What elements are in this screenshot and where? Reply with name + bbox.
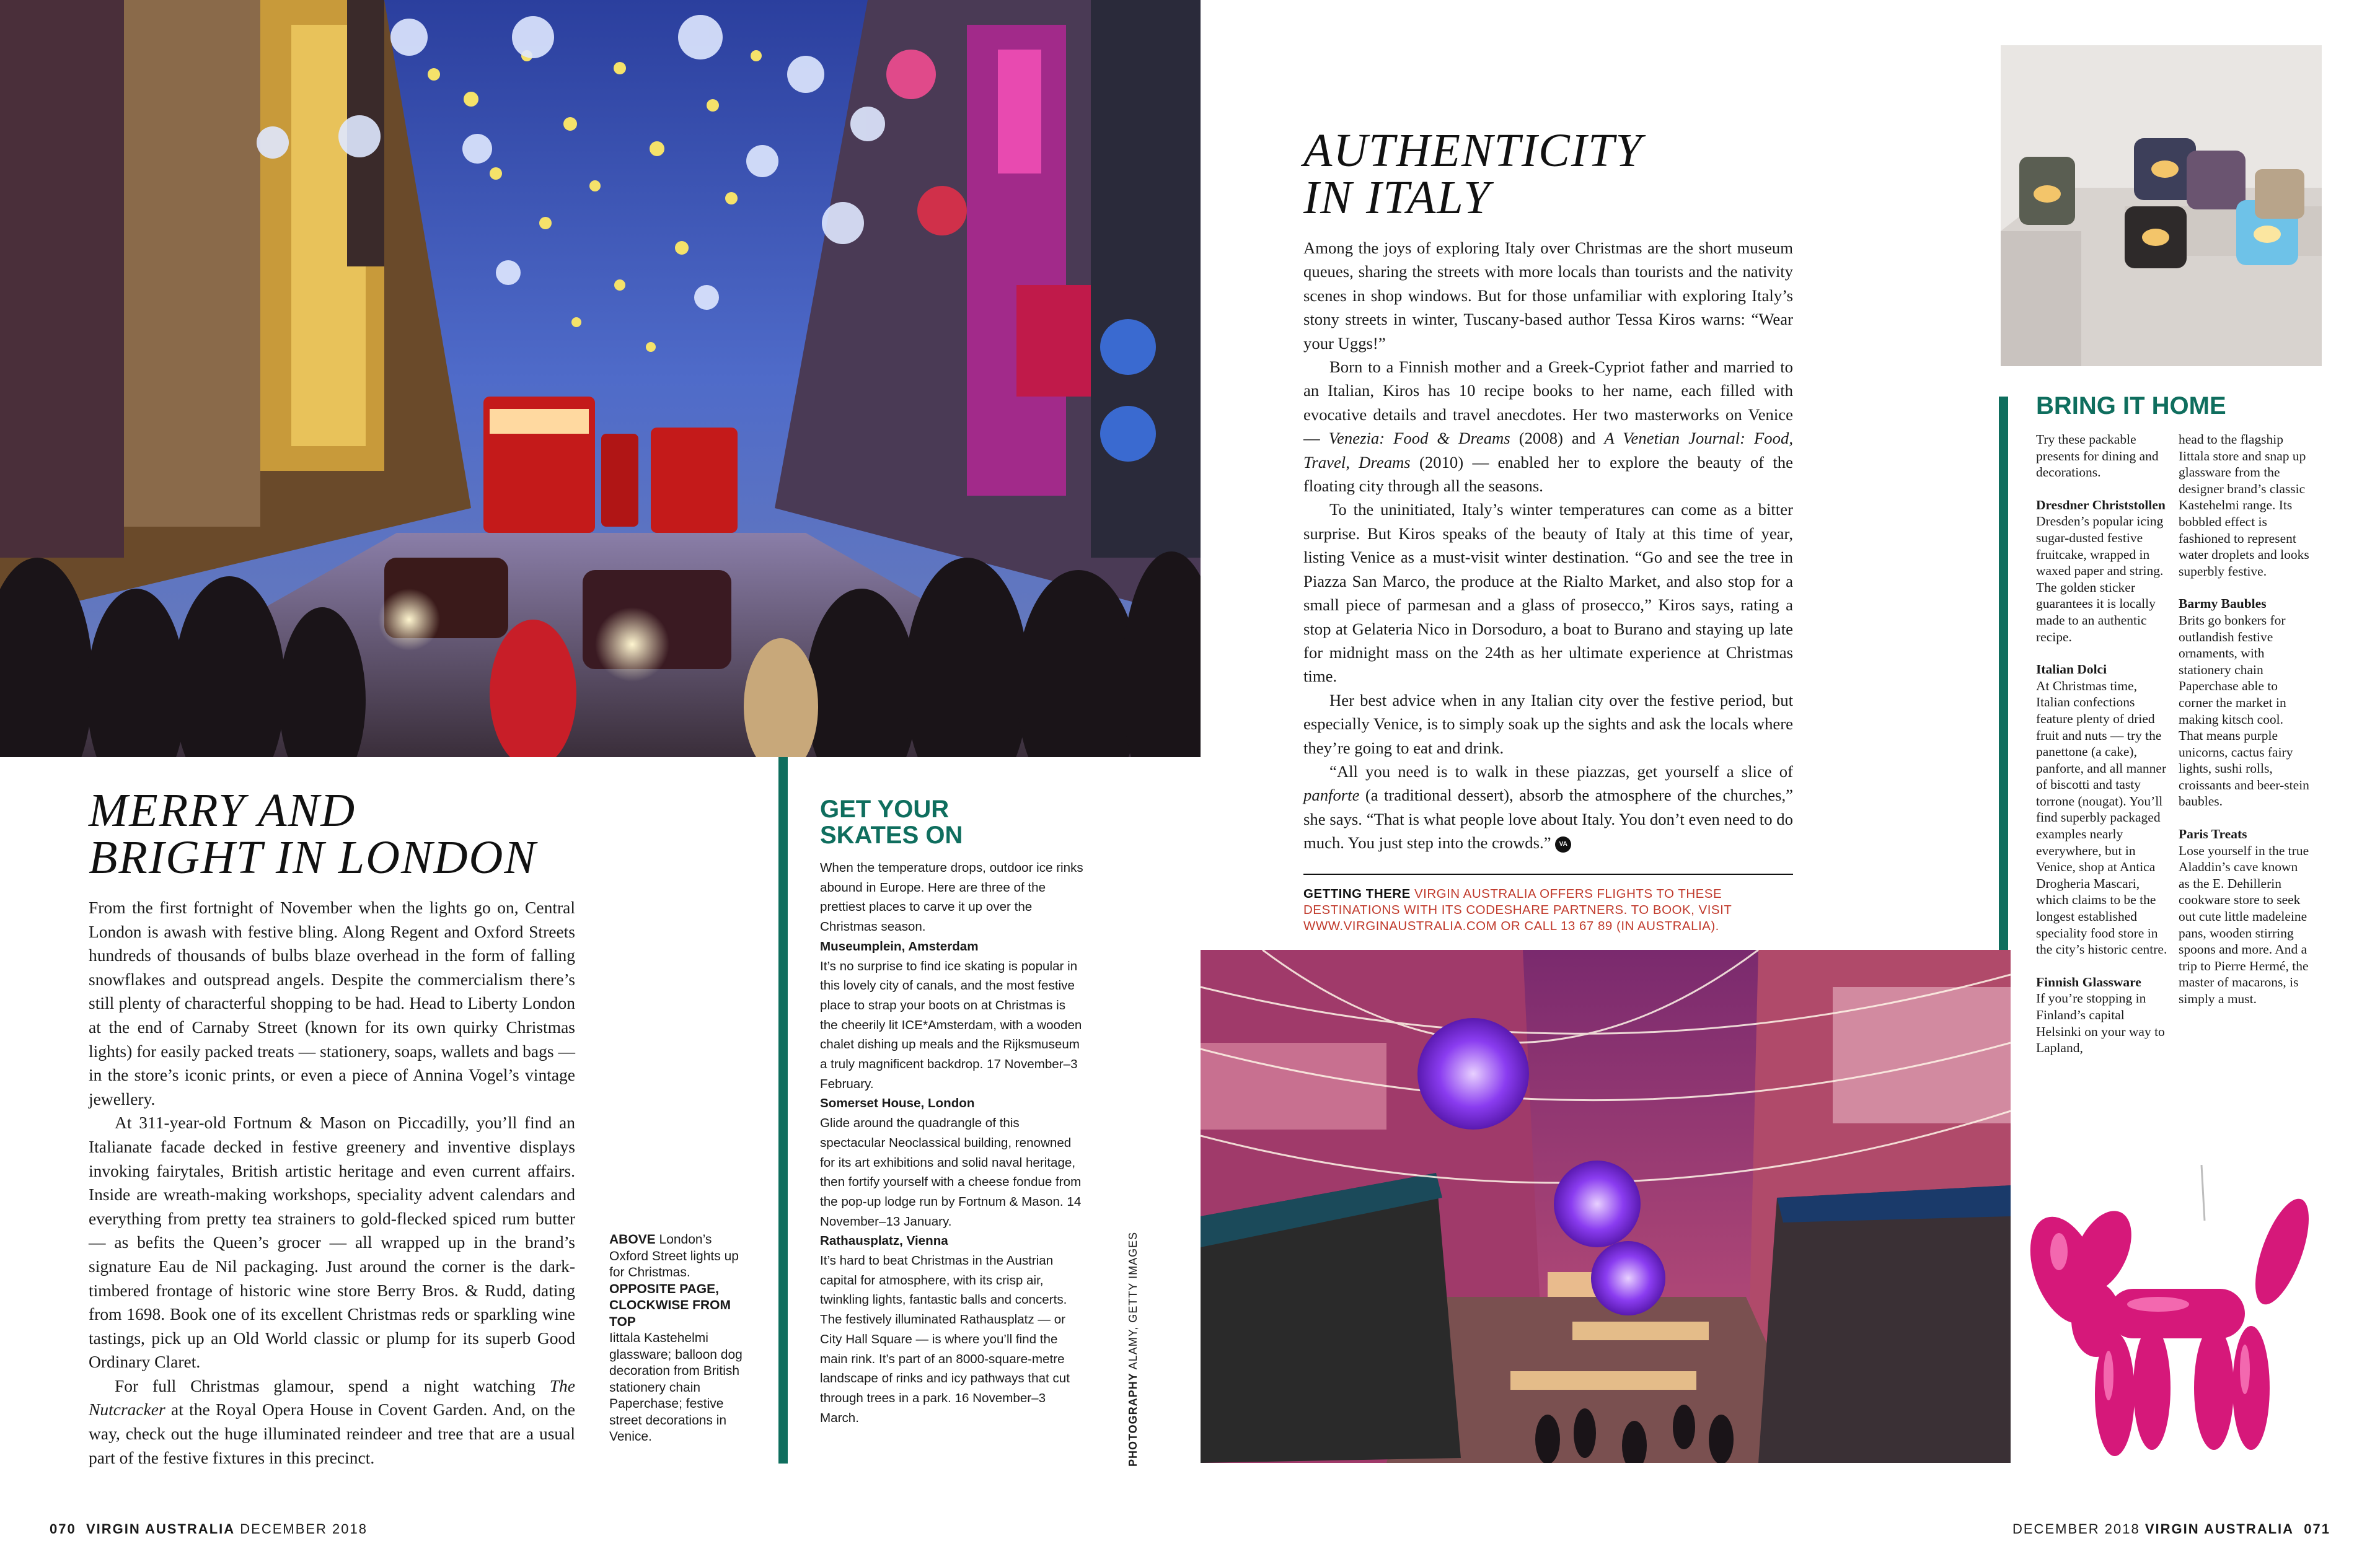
italy-paragraph-2	[1303, 355, 1793, 498]
bring-home-intro: Try these packable presents for dining and decorations.	[2036, 432, 2159, 480]
skates-item-title: Rathausplatz, Vienna	[820, 1234, 948, 1249]
bring-home-item-title: Barmy Baubles	[2179, 596, 2267, 612]
bring-home-item-text: At Christmas time, Italian confections feature plenty of dried fruit and nuts — try the panettone (a cake), panforte, and all manner of biscotti and tasty torrone (nougat). You’ll find superbly packaged examples nearly everywhere, but in Venice, shop at Antica Drogheria Mascari, which claims to be the longest established speciality food store in the city’s historic centre.	[2036, 678, 2167, 957]
bring-home-item-title: Finnish Glassware	[2036, 974, 2141, 990]
left-folio-date: DECEMBER 2018	[235, 1521, 368, 1537]
caption-opposite-text: Iittala Kastehelmi glassware; balloon dog decoration from British stationery chain Paperchase; festive street decorations in Venice.	[609, 1331, 743, 1444]
bring-home-item-title: Paris Treats	[2179, 827, 2247, 842]
venice-illustration	[1201, 950, 2011, 1463]
skates-item-london	[820, 1094, 1086, 1231]
italy-paragraph-3: To the uninitiated, Italy’s winter temperatures can come as a bitter surprise. But Kiros speaks of the beauty of Italy at this time of year, listing Venice as a must-visit winter destination. “Go and see the tree in Piazza San Marco, the produce at the Rialto Market, and also stop for a small piece of parmesan and a glass of prosecco,” Kiros says, rating a stop at Gelateria Nico in Dorsoduro, a boat to Burano and staying up late for midnight mass on the 24th as her ultimate experience at Christmas time.	[1303, 500, 1793, 686]
london-paragraph-1: From the first fortnight of November when the lights go on, Central London is awash with festive bling. Along Regent and Oxford Streets hundreds of thousands of bulbs blaze overhead in the form of falling snowflakes and outspread angels. Despite the commercialism there’s still plenty of characterful shopping to be had. Head to Liberty London at the end of Carnaby Street (known for its own quirky Christmas lights) for easily packed treats — stationery, soaps, wallets and bags — in the store’s iconic prints, or even a piece of Annina Vogel’s vintage jewellery.	[89, 898, 575, 1108]
bring-home-item-title: Dresdner Christstollen	[2036, 497, 2166, 512]
london-p3-text-a: For full Christmas glamour, spend a night watching	[115, 1376, 550, 1395]
london-heading-line1: MERRY AND	[89, 784, 356, 836]
skates-item-text: It’s hard to beat Christmas in the Austrian capital for atmosphere, with its crisp air, twinkling lights, fantastic balls and concerts. The festively illuminated Rathausplatz — or City Hall Square — is where you’ll find the main rink. It’s part of an 8000-square-metre landscape of rinks and icy pathways that cut through trees in a park. 16 November–3 March.	[820, 1253, 1070, 1425]
photo-credit-text: ALAMY, GETTY IMAGES	[1127, 1231, 1139, 1373]
italy-p2-text-a: Born to a Finnish mother and a Greek-Cypriot father and married to an Italian, Kiros has 10 recipe books to her name, each filled with evocative details and travel anecdotes. Her two masterworks on Venice —	[1303, 358, 1793, 448]
right-folio-date: DECEMBER 2018	[2012, 1521, 2145, 1537]
left-folio-page-number: 070	[50, 1521, 76, 1537]
london-paragraph-3	[89, 1374, 575, 1470]
left-folio-magazine: VIRGIN AUSTRALIA	[86, 1521, 236, 1537]
photo-credit-label: PHOTOGRAPHY	[1127, 1372, 1139, 1467]
london-p3-text-b: at the Royal Opera House in Covent Garden. And, on the way, check out the huge illuminated reindeer and tree that are a usual part of the festive fixtures in this precinct.	[89, 1400, 575, 1467]
skates-item-title: Somerset House, London	[820, 1096, 975, 1111]
right-folio	[2012, 1521, 2330, 1537]
skates-heading-line2: SKATES ON	[820, 822, 963, 849]
bring-home-item-title: Italian Dolci	[2036, 662, 2107, 677]
skates-item-vienna	[820, 1231, 1086, 1428]
getting-there-label: GETTING THERE	[1303, 886, 1411, 901]
getting-there-rule	[1303, 874, 1793, 875]
italy-paragraph-4: Her best advice when in any Italian city over the festive period, but especially Venice, is to simply soak up the sights and ask the locals where they’re going to eat and drink.	[1303, 690, 1793, 757]
bring-home-sidebar	[2036, 392, 2321, 1056]
london-body	[89, 896, 575, 1470]
italy-p5-text-a: “All you need is to walk in these piazzas, get yourself a slice of	[1329, 762, 1793, 781]
skates-sidebar	[820, 796, 1086, 1428]
bring-home-item-text: Brits go bonkers for outlandish festive ornaments, with stationery chain Paperchase able to corner the market in making kitsch cool. That means purple unicorns, cactus fairy lights, sushi rolls, croissants and beer-stein baubles.	[2179, 612, 2309, 809]
caption-above-label: ABOVE	[609, 1232, 656, 1247]
skates-item-text: It’s no surprise to find ice skating is popular in this lovely city of canals, and the most festive place to strap your boots on at Christmas is the cheerily lit ICE*Amsterdam, with a wooden chalet dishing up meals and the Rijksmuseum a truly magnificent backdrop. 17 November–3 February.	[820, 959, 1082, 1091]
italy-p5-text-b: (a traditional dessert), absorb the atmosphere of the churches,” she says. “That is what people love about Italy. You don’t even need to do much. You just step into the crowds.”	[1303, 786, 1793, 853]
italy-body	[1303, 236, 1793, 855]
photo-credit	[1127, 1231, 1145, 1467]
london-paragraph-2: At 311-year-old Fortnum & Mason on Piccadilly, you’ll find an Italianate facade decked in festive greenery and inventive displays invoking fairytales, British artistic heritage and even current affairs. Inside are wreath-making workshops, speciality advent calendars and everything from pretty tea strainers to gold-flecked spiced rum butter — as befits the Queen’s grocer — all wrapped up in the brand’s signature Eau de Nil packaging. Just around the corner is the dark-timbered frontage of historic wine store Berry Bros. & Rudd, dating from 1698. Book one of its excellent Christmas reds or sparkling wine tastings, pick up an Old World classic or plump for its superb Good Ordinary Claret.	[89, 1113, 575, 1372]
italy-article	[1303, 127, 1793, 934]
book-title-venezia: Venezia: Food & Dreams	[1328, 429, 1510, 448]
getting-there-text: VIRGIN AUSTRALIA OFFERS FLIGHTS TO THESE DESTINATIONS WITH ITS CODESHARE PARTNERS. TO BOOK, VISIT WWW.VIRGINAUSTRALIA.COM OR CALL 13 67 89 (IN AUSTRALIA).	[1303, 886, 1732, 933]
book-title-venetian-journal: A Venetian Journal: Food, Travel, Dreams	[1303, 429, 1794, 472]
balloon-dog-illustration	[2022, 1165, 2323, 1463]
iittala-glassware-photo	[2001, 45, 2322, 366]
bring-home-column-2	[2179, 431, 2310, 1056]
skates-heading	[820, 796, 1086, 848]
italy-heading	[1303, 125, 1793, 224]
italy-heading-line2: IN ITALY	[1303, 172, 1491, 224]
london-heading-line2: BRIGHT IN LONDON	[89, 832, 537, 884]
london-article	[89, 784, 575, 1470]
skates-item-title: Museumplein, Amsterdam	[820, 939, 979, 954]
glassware-illustration	[2001, 45, 2322, 366]
bring-home-item-text: Lose yourself in the true Aladdin’s cave known as the E. Dehillerin cookware store to seek out cute little madeleine pans, wooden stirring spoons and more. And a trip to Pierre Hermé, the master of macarons, is simply a must.	[2179, 843, 2309, 1006]
bring-home-item-text: Dresden’s popular icing sugar-dusted festive fruitcake, wrapped in waxed paper and string. The golden sticker guarantees it is locally made to an authentic recipe.	[2036, 514, 2164, 644]
bring-home-heading: BRING IT HOME	[2036, 392, 2226, 419]
bring-home-item-text: If you’re stopping in Finland’s capital Helsinki on your way to Lapland,	[2036, 991, 2165, 1056]
end-mark-icon: VA	[1555, 836, 1571, 853]
skates-intro: When the temperature drops, outdoor ice rinks abound in Europe. Here are three of the prettiest places to carve it up over the Christmas season.	[820, 861, 1083, 934]
skates-item-text: Glide around the quadrangle of this spectacular Neoclassical building, renowned for its art exhibitions and solid naval heritage, then fortify yourself with a cheese fondue from the pop-up lodge run by Fortnum & Mason. 14 November–13 January.	[820, 1116, 1082, 1229]
balloon-dog-decoration-photo	[2022, 1165, 2323, 1463]
skates-item-amsterdam	[820, 937, 1086, 1094]
venice-market-photo	[1201, 950, 2011, 1463]
italy-p2-text-c: (2010) — enabled her to explore the beauty of the floating city through all the seasons.	[1303, 452, 1793, 496]
london-heading	[89, 784, 575, 884]
italy-paragraph-1: Among the joys of exploring Italy over Christmas are the short museum queues, sharing the streets with more locals than tourists and the nativity scenes in shop windows. But for those unfamiliar with exploring Italy’s stony streets in winter, Tuscany-based author Tessa Kiros warns: “Wear your Uggs!”	[1303, 239, 1793, 353]
skates-body	[820, 858, 1086, 1428]
london-photo-illustration	[0, 0, 1201, 757]
bring-home-column-1	[2036, 431, 2167, 1056]
panforte-term: panforte	[1303, 786, 1360, 805]
right-folio-page-number: 071	[2304, 1521, 2330, 1537]
italy-paragraph-5	[1303, 760, 1793, 855]
right-folio-magazine: VIRGIN AUSTRALIA	[2144, 1521, 2294, 1537]
skates-heading-line1: GET YOUR	[820, 796, 950, 823]
italy-heading-line1: AUTHENTICITY	[1303, 125, 1643, 177]
london-street-lights-photo	[0, 0, 1201, 757]
bring-home-body	[2036, 431, 2321, 1056]
bring-home-item-text: head to the flagship Iittala store and snap up glassware from the designer brand’s classic Kastehelmi range. Its bobbled effect is fashioned to represent water droplets and looks superbly festive.	[2179, 432, 2309, 579]
caption-opposite-label: OPPOSITE PAGE, CLOCKWISE FROM TOP	[609, 1281, 731, 1329]
nutcracker-title: The Nutcracker	[89, 1376, 575, 1420]
left-folio	[50, 1521, 368, 1537]
photo-caption	[609, 1232, 749, 1446]
skates-sidebar-rule	[778, 757, 788, 1464]
caption-above-text: London’s Oxford Street lights up for Christmas.	[609, 1232, 739, 1279]
italy-p2-text-b: (2008) and	[1510, 429, 1605, 448]
getting-there	[1303, 886, 1793, 934]
